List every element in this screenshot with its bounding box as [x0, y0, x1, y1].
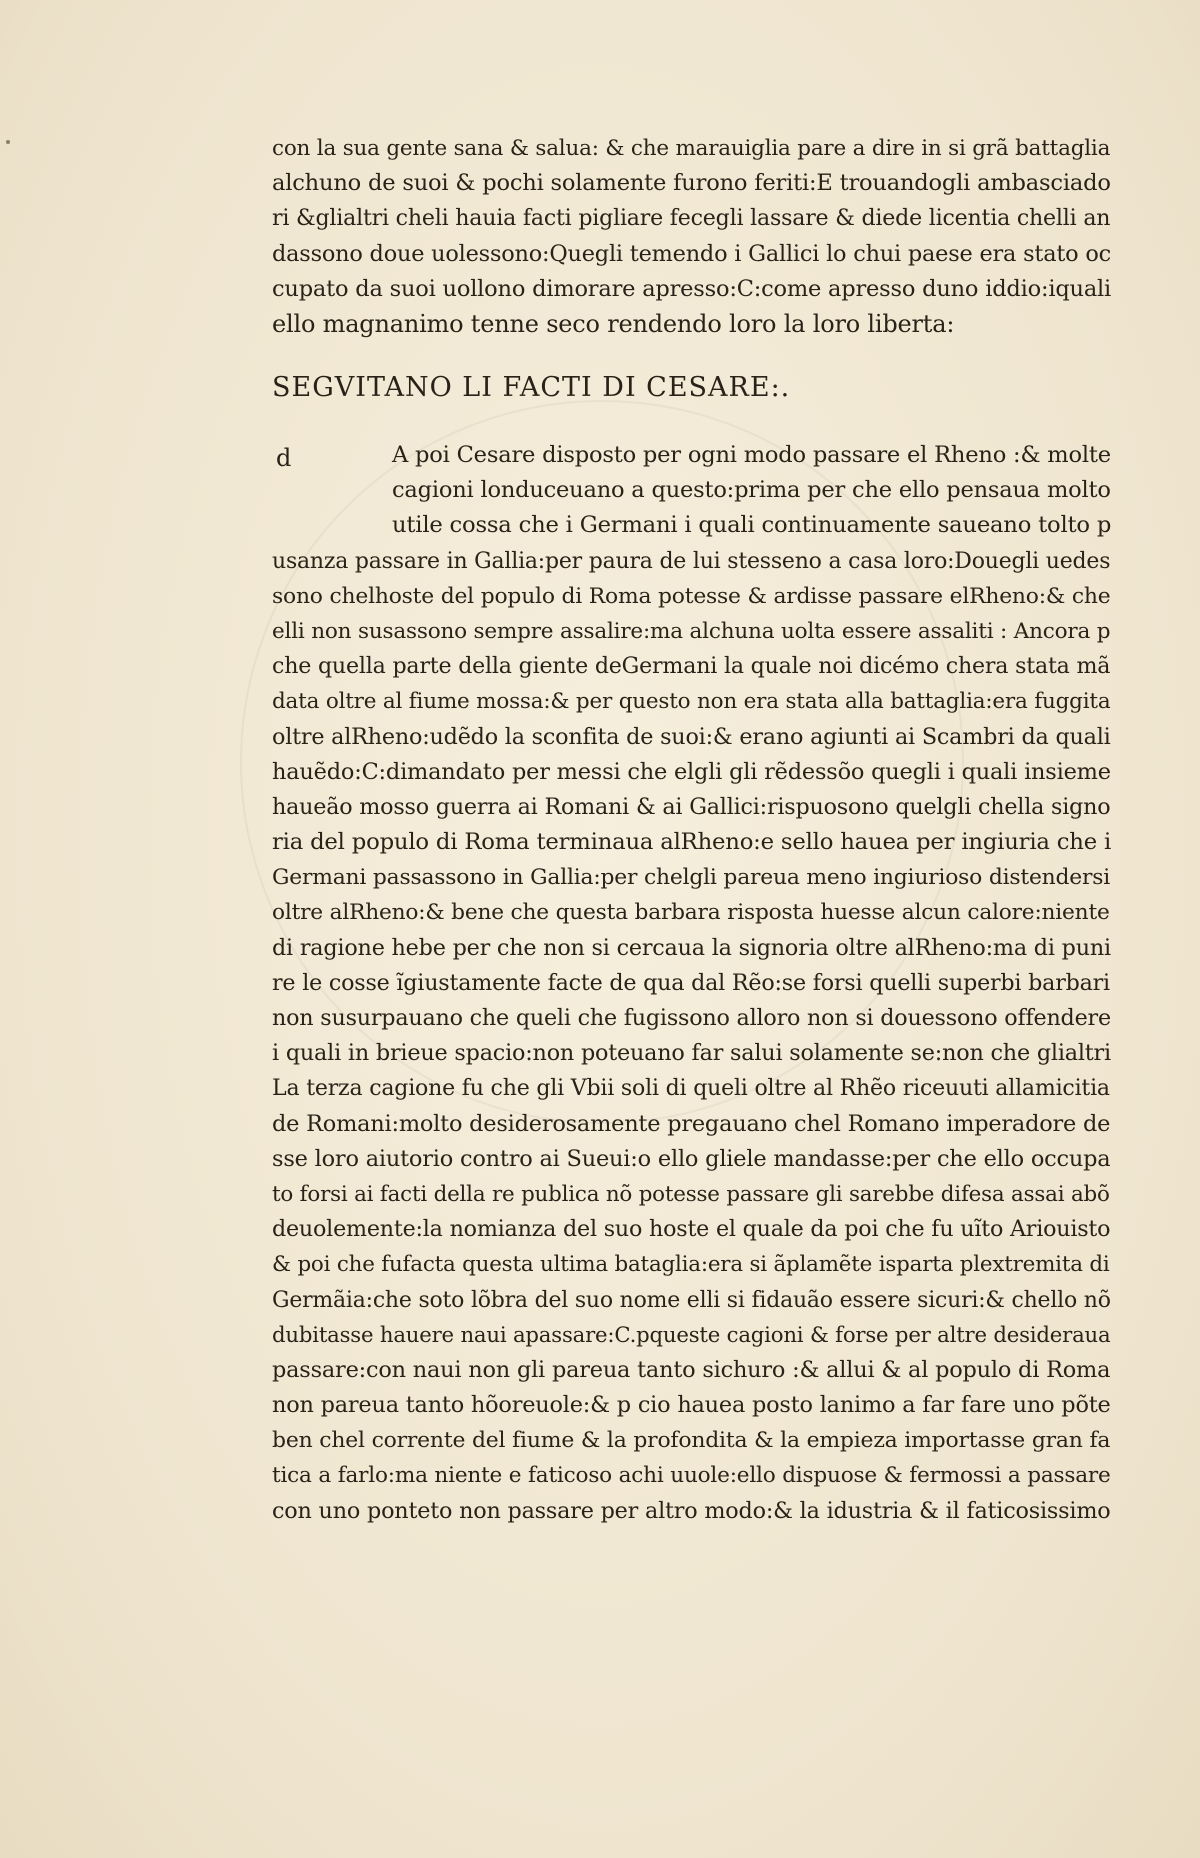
text-line: A poi Cesare disposto per ogni modo passare el Rheno :& molte [392, 442, 1111, 468]
main-paragraph [272, 438, 1112, 1529]
text-line: ben chel corrente del fiume & la profondita & la empieza importasse gran fa [272, 1428, 1111, 1454]
text-line: con uno ponteto non passare per altro modo:& la idustria & il faticosissimo [272, 1497, 1111, 1524]
text-line: passare:con naui non gli pareua tanto sichuro :& allui & al populo di Roma [272, 1356, 1111, 1383]
text-line: hauẽdo:C:dimandato per messi che elgli gli rẽdessõo quegli i quali insieme [272, 758, 1111, 785]
text-line: de Romani:molto desiderosamente pregauano chel Romano imperadore de [272, 1110, 1111, 1137]
text-line: non susurpauano che queli che fugissono alloro non si douessono offendere [272, 1005, 1111, 1031]
text-line: cupato da suoi uollono dimorare apresso:C:come apresso duno iddio:iquali [272, 275, 1112, 302]
text-line: elli non susassono sempre assalire:ma alchuna uolta essere assaliti : Ancora p [272, 618, 1111, 644]
text-line: sono chelhoste del populo di Roma potesse & ardisse passare elRheno:& che [272, 583, 1111, 609]
text-line: con la sua gente sana & salua: & che marauiglia pare a dire in si grã battaglia [272, 136, 1111, 161]
text-line: La terza cagione fu che gli Vbii soli di queli oltre al Rhẽo riceuuti allamicitia [272, 1076, 1110, 1102]
margin-mark [6, 140, 10, 144]
text-line: oltre alRheno:udẽdo la sconfita de suoi:& erano agiunti ai Scambri da quali [272, 723, 1111, 750]
text-line: & poi che fufacta questa ultima bataglia:era si ãplamẽte isparta plextremita di [272, 1252, 1110, 1278]
text-line: oltre alRheno:& bene che questa barbara risposta huesse alcun calore:niente [272, 900, 1110, 926]
intro-paragraph [272, 131, 1112, 342]
text-line: tica a farlo:ma niente e faticoso achi uuole:ello dispuose & fermossi a passare [272, 1463, 1111, 1489]
text-line: alchuno de suoi & pochi solamente furono feriti:E trouandogli ambasciado [272, 170, 1111, 197]
text-line: dubitasse hauere naui apassare:C.pqueste cagioni & forse per altre desideraua [272, 1322, 1111, 1348]
text-line: i quali in brieue spacio:non poteuano far salui solamente se:non che glialtri [272, 1040, 1111, 1067]
text-line: ri &glialtri cheli hauia facti pigliare fecegli lassare & diede licentia chelli an [272, 206, 1111, 232]
text-line: ria del populo di Roma terminaua alRheno:e sello hauea per ingiuria che i [272, 829, 1112, 856]
text-line: re le cosse ĩgiustamente facte de qua dal Rẽo:se forsi quelli superbi barbari [272, 969, 1110, 996]
text-line: utile cossa che i Germani i quali continuamente saueano tolto p [392, 512, 1112, 539]
text-line: deuolemente:la nomianza del suo hoste el quale da poi che fu uĩto Ariouisto [272, 1216, 1111, 1243]
text-line: usanza passare in Gallia:per paura de lui stesseno a casa loro:Douegli uedes [272, 548, 1111, 574]
text-line: ello magnanimo tenne seco rendendo loro la loro liberta: [272, 309, 955, 338]
text-line: cagioni londuceuano a questo:prima per che ello pensaua molto [392, 477, 1111, 504]
text-line: sse loro aiutorio contro ai Sueui:o ello gliele mandasse:per che ello occupa [272, 1145, 1111, 1172]
text-line: dassono doue uolessono:Quegli temendo i Gallici lo chui paese era stato oc [272, 240, 1111, 267]
text-line: Germãia:che soto lõbra del suo nome elli si fidauão essere sicuri:& chello nõ [272, 1287, 1111, 1313]
text-line: che quella parte della giente deGermani la quale noi dicémo chera stata mã [272, 653, 1111, 680]
text-line: non pareua tanto hõoreuole:& p cio hauea posto lanimo a far fare uno põte [272, 1392, 1111, 1419]
initial-guide-letter: d [276, 444, 292, 472]
text-line: Germani passassono in Gallia:per chelgli pareua meno ingiurioso distendersi [272, 865, 1111, 891]
text-line: haueão mosso guerra ai Romani & ai Gallici:rispuosono quelgli chella signo [272, 793, 1111, 820]
text-line: to forsi ai facti della re publica nõ potesse passare gli sarebbe difesa assai abõ [272, 1181, 1110, 1207]
section-heading: SEGVITANO LI FACTI DI CESARE:. [272, 372, 791, 403]
text-line: di ragione hebe per che non si cercaua la signoria oltre alRheno:ma di puni [272, 934, 1111, 961]
text-line: data oltre al fiume mossa:& per questo non era stata alla battaglia:era fuggita [272, 689, 1111, 715]
